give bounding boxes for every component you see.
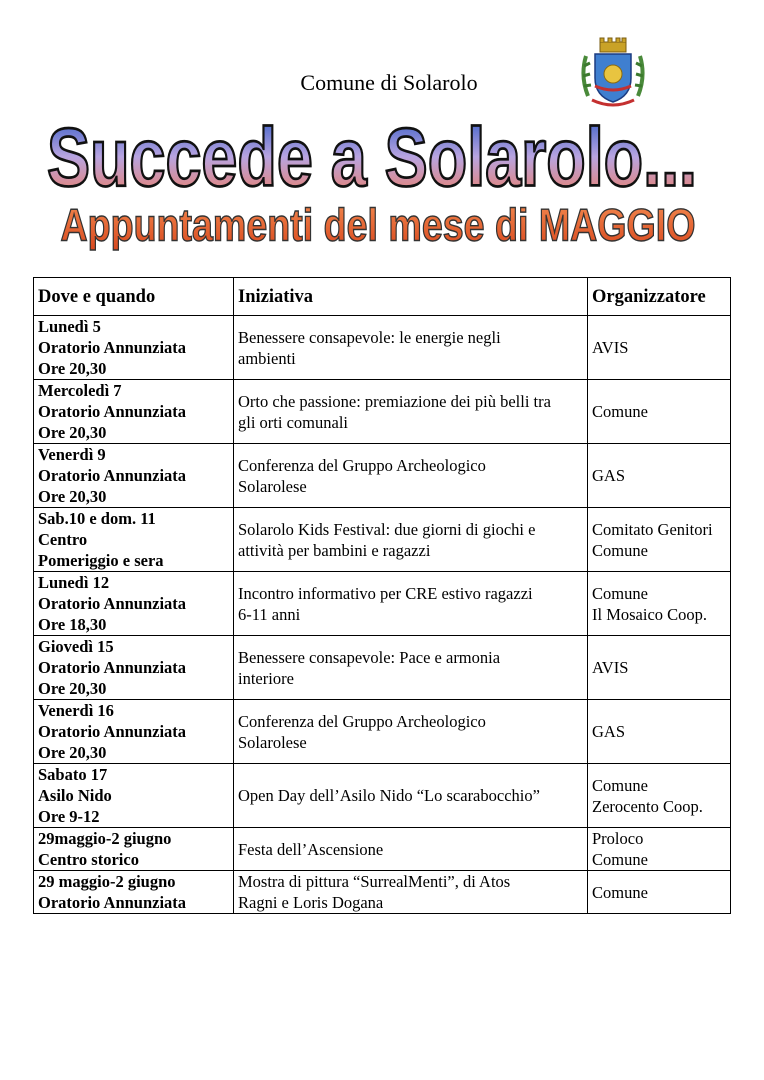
table-row [34,871,731,914]
cell-what: Benessere consapevole: le energie negli ambienti [234,316,588,380]
cell-org: GAS [588,444,731,508]
cell-where: Mercoledì 7 Oratorio Annunziata Ore 20,30 [34,380,234,444]
subtitle: Appuntamenti del mese di MAGGIO [60,199,696,251]
table-row [34,572,731,636]
cell-org: Comune Zerocento Coop. [588,764,731,828]
header-what: Iniziativa [234,278,588,316]
table-row [34,316,731,380]
table-row [34,764,731,828]
cell-org: Comune [588,380,731,444]
cell-what: Open Day dell’Asilo Nido “Lo scarabocchio” [234,764,588,828]
cell-where: 29maggio-2 giugno Centro storico [34,828,234,871]
table-row [34,700,731,764]
cell-what: Solarolo Kids Festival: due giorni di giochi e attività per bambini e ragazzi [234,508,588,572]
table-row [34,508,731,572]
coat-of-arms-icon [578,36,648,108]
cell-org: GAS [588,700,731,764]
cell-what: Benessere consapevole: Pace e armonia interiore [234,636,588,700]
cell-org: Comune Il Mosaico Coop. [588,572,731,636]
cell-org: Comitato Genitori Comune [588,508,731,572]
cell-what: Conferenza del Gruppo Archeologico Solarolese [234,700,588,764]
cell-where: Venerdì 16 Oratorio Annunziata Ore 20,30 [34,700,234,764]
table-row [34,636,731,700]
table-row [34,380,731,444]
title-banner [0,100,764,260]
cell-what: Orto che passione: premiazione dei più belli tra gli orti comunali [234,380,588,444]
cell-where: Giovedì 15 Oratorio Annunziata Ore 20,30 [34,636,234,700]
cell-org: AVIS [588,316,731,380]
main-title: Succede a Solarolo... [47,110,698,204]
table-row [34,444,731,508]
table-header-row [34,278,731,316]
cell-org: AVIS [588,636,731,700]
cell-org: Proloco Comune [588,828,731,871]
table-row [34,828,731,871]
events-table [33,277,731,914]
cell-where: Lunedì 5 Oratorio Annunziata Ore 20,30 [34,316,234,380]
header-org: Organizzatore [588,278,731,316]
cell-what: Festa dell’Ascensione [234,828,588,871]
cell-org: Comune [588,871,731,914]
cell-where: Sab.10 e dom. 11 Centro Pomeriggio e sera [34,508,234,572]
header-where: Dove e quando [34,278,234,316]
cell-where: Sabato 17 Asilo Nido Ore 9-12 [34,764,234,828]
municipality-name: Comune di Solarolo [300,70,478,95]
cell-what: Conferenza del Gruppo Archeologico Solarolese [234,444,588,508]
cell-where: Venerdì 9 Oratorio Annunziata Ore 20,30 [34,444,234,508]
cell-what: Mostra di pittura “SurrealMenti”, di Atos Ragni e Loris Dogana [234,871,588,914]
cell-where: Lunedì 12 Oratorio Annunziata Ore 18,30 [34,572,234,636]
cell-what: Incontro informativo per CRE estivo ragazzi 6-11 anni [234,572,588,636]
cell-where: 29 maggio-2 giugno Oratorio Annunziata [34,871,234,914]
